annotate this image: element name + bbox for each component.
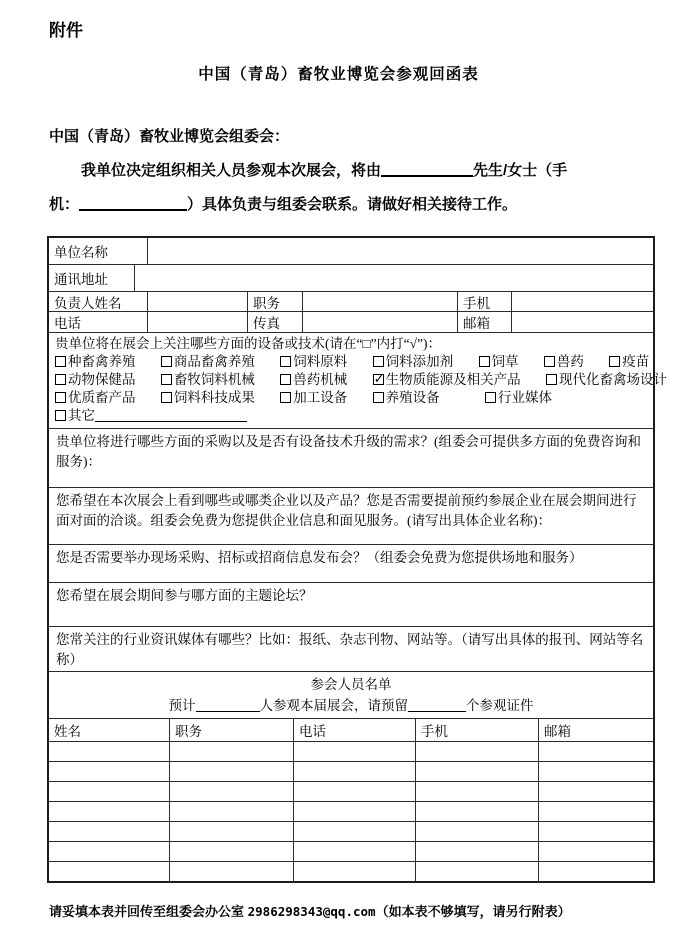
checkbox-icon <box>161 356 172 367</box>
participant-empty-row <box>49 861 653 881</box>
footer-note: 请妥填本表并回传至组委会办公室 2986298343@qq.com（如本表不够填写，请另行附表） <box>49 904 571 919</box>
checkbox-item: 饲料添加剂 <box>373 353 454 371</box>
question-companies: 您希望在本次展会上看到哪些或哪类企业以及产品？您是否需要提前预约参展企业在展会期间进行面对面的洽谈。组委会免费为您提供企业信息和面见服务。(请写出具体企业名称)： <box>56 493 637 528</box>
checkbox-icon <box>55 374 66 385</box>
checkbox-item: 商品畜禽养殖 <box>161 353 255 371</box>
interests-intro: 贵单位将在展会上关注哪些方面的设备或技术(请在“□”内打“√”)： <box>55 336 442 351</box>
checkbox-icon <box>55 410 66 421</box>
column-header-phone: 电话 <box>293 719 415 741</box>
participants-header-row <box>49 671 653 718</box>
column-header-name: 姓名 <box>54 724 81 739</box>
phone-label: 电话 <box>54 316 81 331</box>
question-media: 您常关注的行业资讯媒体有哪些？比如：报纸、杂志刊物、网站等。（请写出具体的报刊、网站等名称） <box>56 632 644 667</box>
checkbox-item: 加工设备 <box>280 389 347 407</box>
duty-value-cell <box>302 292 457 311</box>
visitor-count-blank-field <box>196 698 260 712</box>
checkbox-item: 兽药机械 <box>280 371 347 389</box>
checkbox-item: 优质畜产品 <box>55 389 136 407</box>
mobile-value-cell <box>511 292 653 311</box>
checkbox-item: 畜牧饲料机械 <box>161 371 255 389</box>
fax-label: 传真 <box>247 312 302 332</box>
participants-title: 参会人员名单 <box>310 677 392 692</box>
checkbox-icon <box>479 356 490 367</box>
checkbox-item: 饲草 <box>479 353 519 371</box>
question-row <box>49 626 653 671</box>
salutation: 中国（青岛）畜牧业博览会组委会： <box>49 128 290 145</box>
checkbox-icon <box>373 356 384 367</box>
participants-subtitle: 预计 人参观本届展会，请预留 个参观证件 <box>168 698 534 713</box>
question-row <box>49 487 653 544</box>
checkbox-icon <box>485 392 496 403</box>
participant-empty-row <box>49 781 653 801</box>
participant-empty-row <box>49 761 653 781</box>
unit-name-label: 单位名称 <box>54 245 108 260</box>
leader-label: 负责人姓名 <box>54 295 122 311</box>
checkbox-item: 养殖设备 <box>373 389 440 407</box>
name-blank-field <box>381 162 473 177</box>
participant-empty-row <box>49 821 653 841</box>
mobile-label: 手机 <box>457 292 511 311</box>
committee-email: 2986298343@qq.com <box>247 904 376 919</box>
checkbox-icon <box>609 356 620 367</box>
interests-row <box>49 332 667 428</box>
checkbox-item: 行业媒体 <box>485 389 552 407</box>
participant-empty-row <box>49 741 653 761</box>
email-value-cell <box>511 312 653 332</box>
fax-value-cell <box>302 312 457 332</box>
unit-name-row <box>49 238 653 264</box>
checkbox-item: 疫苗 <box>609 353 649 371</box>
checkbox-item: 现代化畜禽场设计 <box>546 371 667 389</box>
checkbox-icon <box>546 374 557 385</box>
phone-row <box>49 311 653 332</box>
participants-header-cell <box>49 672 653 718</box>
checkbox-checked-icon <box>373 374 384 385</box>
checkbox-item: 饲料科技成果 <box>161 389 255 407</box>
address-label: 通讯地址 <box>54 272 108 287</box>
unit-name-value-cell <box>147 238 653 264</box>
participant-empty-row <box>49 801 653 821</box>
checkbox-item: 兽药 <box>544 353 584 371</box>
other-blank-field <box>95 408 247 422</box>
phone-value-cell <box>147 312 247 332</box>
checkbox-item: 动物保健品 <box>55 371 136 389</box>
checkbox-icon <box>544 356 555 367</box>
checkbox-icon <box>161 392 172 403</box>
interests-line-1 <box>55 353 667 371</box>
checkbox-icon <box>280 356 291 367</box>
question-row <box>49 582 653 626</box>
attachment-label: 附件 <box>49 21 83 40</box>
checkbox-icon <box>280 374 291 385</box>
phone-blank-field <box>79 196 187 211</box>
question-row <box>49 428 653 487</box>
interests-cell <box>49 333 673 428</box>
interests-other-line <box>55 407 667 425</box>
leader-row <box>49 291 653 311</box>
address-row <box>49 264 653 291</box>
checkbox-icon <box>55 356 66 367</box>
intro-line-2: 机： ）具体负责与组委会联系。请做好相关接待工作。 <box>49 196 518 213</box>
question-onsite-event: 您是否需要举办现场采购、招标或招商信息发布会？（组委会免费为您提供场地和服务） <box>56 550 583 565</box>
question-forum: 您希望在展会期间参与哪方面的主题论坛？ <box>56 588 313 603</box>
intro-paragraph <box>49 120 639 222</box>
badge-count-blank-field <box>408 698 466 712</box>
question-row <box>49 544 653 582</box>
checkbox-item: 种畜禽养殖 <box>55 353 136 371</box>
checkbox-icon <box>280 392 291 403</box>
column-header-duty: 职务 <box>169 719 293 741</box>
interests-line-2 <box>55 371 667 389</box>
checkbox-item-checked: ✓ 生物质能源及相关产品 <box>373 371 521 389</box>
email-label: 邮箱 <box>457 312 511 332</box>
address-value-cell <box>134 265 653 291</box>
column-header-mobile: 手机 <box>415 719 538 741</box>
checkbox-icon <box>373 392 384 403</box>
document-title: 中国（青岛）畜牧业博览会参观回函表 <box>198 66 479 83</box>
participants-columns-row <box>49 718 653 741</box>
reply-form-table <box>47 236 667 883</box>
question-procurement: 贵单位将进行哪些方面的采购以及是否有设备技术升级的需求？(组委会可提供多方面的免费咨询和服务)： <box>56 434 641 469</box>
checkbox-item: 饲料原料 <box>280 353 347 371</box>
checkbox-icon <box>161 374 172 385</box>
column-header-email: 邮箱 <box>538 719 653 741</box>
leader-value-cell <box>147 292 247 311</box>
duty-label: 职务 <box>247 292 302 311</box>
checkbox-icon <box>55 392 66 403</box>
intro-line-1: 我单位决定组织相关人员参观本次展会，将由 先生/女士（手 <box>81 162 568 179</box>
interests-line-3 <box>55 389 667 407</box>
checkbox-item-other: 其它 <box>55 407 247 425</box>
participant-empty-row <box>49 841 653 861</box>
